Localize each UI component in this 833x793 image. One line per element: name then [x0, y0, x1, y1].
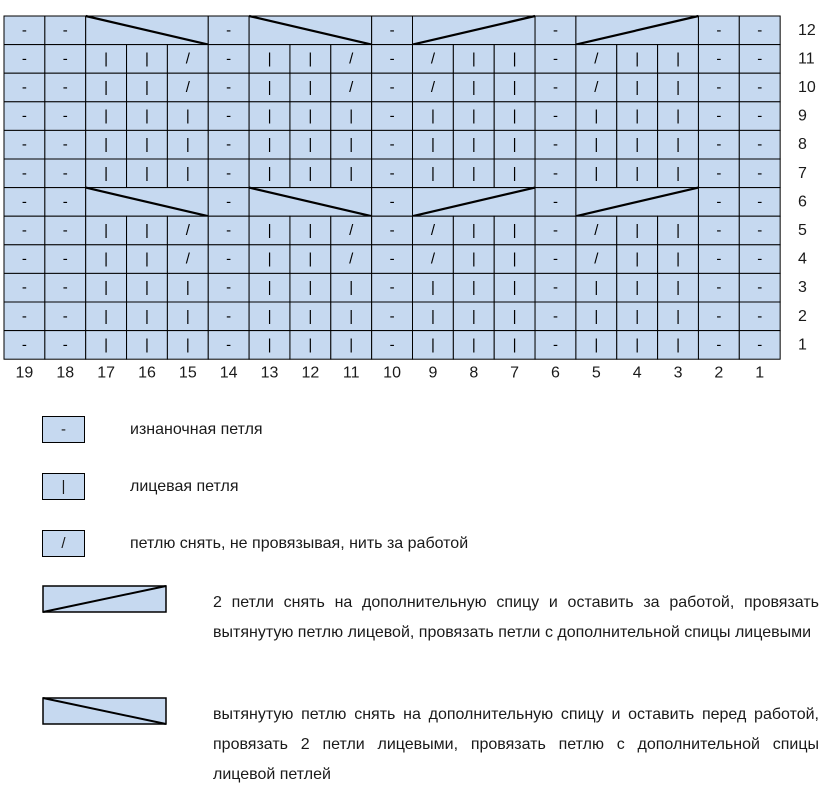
legend-label-cross-right: 2 петли снять на дополнительную спицу и оставить за работой, провязать вытянутую петлю лицевой, провязать петли с дополнительной спицы лицевыми: [213, 594, 819, 641]
purl-mark: -: [716, 136, 722, 154]
purl-mark: -: [226, 336, 232, 354]
knit-mark: |: [594, 336, 599, 354]
column-number: 3: [673, 364, 683, 382]
column-number: 8: [469, 364, 479, 382]
purl-mark: -: [62, 193, 68, 211]
knit-mark: |: [676, 222, 680, 239]
slip-mark: /: [185, 79, 190, 96]
knit-mark: |: [430, 107, 435, 125]
knit-mark: |: [349, 136, 354, 154]
knit-mark: |: [471, 307, 476, 325]
legend-label-slip: петлю снять, не провязывая, нить за работой: [130, 535, 469, 552]
knit-mark: |: [104, 336, 109, 354]
knit-mark: |: [635, 307, 640, 325]
knit-mark: |: [267, 250, 272, 268]
purl-mark: -: [716, 336, 722, 354]
column-number: 18: [56, 364, 75, 382]
knit-mark: |: [430, 279, 435, 297]
slip-mark: /: [185, 222, 190, 239]
knit-mark: |: [185, 164, 190, 182]
purl-mark: -: [552, 193, 558, 211]
purl-mark: -: [226, 193, 232, 211]
purl-symbol: -: [61, 421, 66, 438]
cross-right-symbol: [42, 585, 168, 614]
chart-grid: [4, 16, 780, 359]
slip-mark: /: [594, 250, 599, 268]
purl-mark: -: [716, 164, 722, 182]
row-number: 5: [798, 222, 807, 239]
knit-mark: |: [349, 107, 354, 125]
knit-mark: |: [104, 307, 109, 325]
knit-mark: |: [104, 164, 109, 182]
slip-mark: /: [430, 250, 436, 268]
knit-mark: |: [267, 107, 272, 125]
knit-mark: |: [308, 307, 313, 325]
purl-mark: -: [21, 193, 27, 211]
knit-mark: |: [512, 222, 517, 239]
knit-mark: |: [594, 279, 599, 297]
purl-mark: -: [389, 222, 395, 239]
purl-mark: -: [757, 79, 763, 96]
purl-mark: -: [389, 21, 395, 39]
slip-mark: /: [594, 79, 599, 96]
purl-mark: -: [757, 279, 763, 297]
purl-mark: -: [21, 250, 27, 268]
knit-mark: |: [676, 136, 680, 154]
purl-mark: -: [226, 164, 232, 182]
purl-mark: -: [62, 222, 68, 239]
knit-mark: |: [471, 164, 476, 182]
purl-mark: -: [757, 307, 763, 325]
purl-mark: -: [552, 136, 558, 154]
knit-mark: |: [676, 336, 680, 354]
knit-mark: |: [308, 222, 313, 239]
column-number: 9: [428, 364, 438, 382]
purl-mark: -: [552, 307, 558, 325]
row-number: 7: [798, 164, 807, 182]
purl-mark: -: [62, 279, 68, 297]
knit-mark: |: [676, 307, 680, 325]
purl-mark: -: [62, 21, 68, 39]
row-numbers: [798, 22, 816, 354]
knit-mark: |: [471, 79, 476, 96]
column-number: 13: [260, 364, 279, 382]
purl-mark: -: [21, 222, 27, 239]
row-number: 10: [798, 79, 816, 96]
knit-mark: |: [512, 79, 517, 96]
slip-mark: /: [349, 250, 354, 268]
slip-mark: /: [594, 50, 599, 68]
column-number: 5: [591, 364, 601, 382]
purl-mark: -: [226, 222, 232, 239]
knit-mark: |: [635, 164, 640, 182]
knit-mark: |: [185, 279, 190, 297]
purl-mark: -: [757, 21, 763, 39]
knit-mark: |: [104, 50, 109, 68]
purl-mark: -: [21, 107, 27, 125]
knit-mark: |: [512, 164, 517, 182]
knit-mark: |: [104, 79, 109, 96]
purl-mark: -: [21, 136, 27, 154]
knit-mark: |: [676, 79, 680, 96]
column-number: 10: [383, 364, 401, 382]
purl-mark: -: [757, 164, 763, 182]
purl-mark: -: [21, 79, 27, 96]
purl-mark: -: [757, 136, 763, 154]
purl-mark: -: [226, 50, 232, 68]
knit-mark: |: [185, 336, 190, 354]
purl-mark: -: [389, 307, 395, 325]
column-number: 7: [510, 364, 520, 382]
knit-mark: |: [308, 279, 313, 297]
knit-mark: |: [512, 50, 517, 68]
knit-mark: |: [104, 250, 109, 268]
knit-mark: |: [145, 136, 149, 154]
purl-mark: -: [389, 164, 395, 182]
column-number: 14: [219, 364, 238, 382]
knit-mark: |: [430, 307, 435, 325]
purl-mark: -: [389, 279, 395, 297]
knit-mark: |: [104, 279, 109, 297]
purl-mark: -: [552, 222, 558, 239]
knit-mark: |: [676, 279, 680, 297]
knit-mark: |: [471, 136, 476, 154]
knit-mark: |: [308, 336, 313, 354]
purl-mark: -: [552, 164, 558, 182]
purl-mark: -: [226, 79, 232, 96]
knit-mark: |: [349, 164, 354, 182]
knit-mark: |: [512, 107, 517, 125]
purl-mark: -: [389, 250, 395, 268]
purl-mark: -: [757, 250, 763, 268]
knit-mark: |: [594, 164, 599, 182]
purl-mark: -: [716, 307, 722, 325]
knit-mark: |: [185, 136, 190, 154]
purl-mark: -: [552, 336, 558, 354]
slip-mark: /: [349, 50, 354, 68]
purl-mark: -: [757, 193, 763, 211]
purl-mark: -: [62, 136, 68, 154]
purl-mark: -: [389, 136, 395, 154]
purl-mark: -: [21, 50, 27, 68]
knit-mark: |: [512, 307, 517, 325]
purl-mark: -: [716, 222, 722, 239]
purl-mark: -: [716, 79, 722, 96]
knit-mark: |: [471, 336, 476, 354]
column-number: 17: [97, 364, 116, 382]
slip-mark: /: [430, 79, 436, 96]
knit-mark: |: [267, 279, 272, 297]
column-number: 16: [138, 364, 156, 382]
purl-mark: -: [226, 21, 232, 39]
column-number: 4: [632, 364, 642, 382]
cross-left-symbol: [42, 697, 168, 726]
row-number: 11: [798, 50, 815, 68]
purl-mark: -: [62, 164, 68, 182]
knit-mark: |: [594, 107, 599, 125]
slip-mark: /: [185, 250, 190, 268]
knit-mark: |: [635, 107, 640, 125]
knit-mark: |: [512, 279, 517, 297]
slip-mark: /: [349, 79, 354, 96]
purl-mark: -: [226, 250, 232, 268]
purl-mark: -: [757, 107, 763, 125]
purl-mark: -: [716, 21, 722, 39]
knit-mark: |: [471, 250, 476, 268]
knit-mark: |: [145, 50, 149, 68]
knit-mark: |: [104, 107, 109, 125]
knit-mark: |: [512, 136, 517, 154]
purl-mark: -: [552, 79, 558, 96]
purl-symbol-box: [42, 416, 85, 443]
knit-mark: |: [104, 136, 109, 154]
slip-symbol-box: [42, 530, 85, 557]
knit-mark: |: [104, 222, 109, 239]
purl-mark: -: [62, 250, 68, 268]
row-number: 8: [798, 136, 807, 154]
knit-mark: |: [308, 107, 313, 125]
row-number: 6: [798, 193, 807, 211]
knit-mark: |: [267, 164, 272, 182]
purl-mark: -: [552, 279, 558, 297]
knit-mark: |: [471, 107, 476, 125]
purl-mark: -: [226, 136, 232, 154]
knit-mark: |: [145, 79, 149, 96]
knit-mark: |: [635, 336, 640, 354]
purl-mark: -: [226, 279, 232, 297]
purl-mark: -: [226, 307, 232, 325]
knit-mark: |: [185, 307, 190, 325]
knit-mark: |: [267, 307, 272, 325]
slip-stitch-symbol: /: [61, 535, 66, 552]
purl-mark: -: [552, 107, 558, 125]
knit-mark: |: [145, 164, 149, 182]
purl-mark: -: [716, 250, 722, 268]
row-number: 12: [798, 21, 816, 39]
row-number: 9: [798, 107, 807, 125]
knit-mark: |: [145, 222, 149, 239]
purl-mark: -: [21, 307, 27, 325]
knit-mark: |: [308, 136, 313, 154]
purl-mark: -: [552, 250, 558, 268]
column-number: 11: [342, 364, 360, 382]
knit-mark: |: [676, 164, 680, 182]
purl-mark: -: [389, 50, 395, 68]
purl-mark: -: [389, 107, 395, 125]
knit-mark: |: [430, 164, 435, 182]
purl-mark: -: [21, 164, 27, 182]
knit-mark: |: [308, 79, 313, 96]
knit-mark: |: [349, 279, 354, 297]
purl-mark: -: [21, 336, 27, 354]
knit-mark: |: [267, 50, 272, 68]
knit-mark: |: [308, 164, 313, 182]
slip-mark: /: [430, 222, 436, 239]
column-numbers: [16, 365, 765, 382]
knitting-chart: [0, 0, 833, 390]
purl-mark: -: [716, 50, 722, 68]
knit-mark: |: [308, 250, 313, 268]
slip-mark: /: [349, 222, 354, 239]
column-number: 19: [15, 364, 34, 382]
purl-mark: -: [716, 107, 722, 125]
knit-mark: |: [635, 279, 640, 297]
legend-label-purl: изнаночная петля: [130, 421, 263, 438]
row-number: 3: [798, 279, 807, 297]
knit-mark: |: [594, 307, 599, 325]
purl-mark: -: [552, 50, 558, 68]
knit-mark: |: [471, 50, 476, 68]
knit-mark: |: [308, 50, 313, 68]
knit-mark: |: [267, 136, 272, 154]
knit-mark: |: [635, 50, 640, 68]
knit-mark: |: [430, 136, 435, 154]
purl-mark: -: [757, 50, 763, 68]
purl-mark: -: [757, 336, 763, 354]
knit-mark: |: [635, 136, 640, 154]
knit-mark: |: [145, 336, 149, 354]
knit-mark: |: [267, 222, 272, 239]
purl-mark: -: [389, 336, 395, 354]
purl-mark: -: [62, 307, 68, 325]
slip-mark: /: [185, 50, 190, 68]
knit-symbol: |: [61, 478, 66, 495]
purl-mark: -: [226, 107, 232, 125]
column-number: 2: [714, 364, 724, 382]
knit-mark: |: [349, 307, 354, 325]
legend-label-cross-left: вытянутую петлю снять на дополнительную спицу и оставить перед работой, провязать 2 петли лицевыми, провязать петлю с дополнительной спицы лицевой петлей: [213, 706, 819, 783]
purl-mark: -: [389, 79, 395, 96]
column-number: 15: [178, 364, 197, 382]
purl-mark: -: [21, 279, 27, 297]
purl-mark: -: [21, 21, 27, 39]
purl-mark: -: [716, 193, 722, 211]
purl-mark: -: [757, 222, 763, 239]
slip-mark: /: [430, 50, 436, 68]
purl-mark: -: [62, 50, 68, 68]
knit-mark: |: [594, 136, 599, 154]
purl-mark: -: [716, 279, 722, 297]
slip-mark: /: [594, 222, 599, 239]
knit-mark: |: [145, 250, 149, 268]
knit-mark: |: [676, 107, 680, 125]
column-number: 1: [755, 364, 765, 382]
purl-mark: -: [62, 107, 68, 125]
knit-mark: |: [676, 50, 680, 68]
knit-mark: |: [349, 336, 354, 354]
knit-mark: |: [471, 222, 476, 239]
row-number: 1: [798, 336, 807, 354]
knit-mark: |: [676, 250, 680, 268]
knit-mark: |: [635, 79, 640, 96]
knit-mark: |: [185, 107, 190, 125]
purl-mark: -: [389, 193, 395, 211]
knit-mark: |: [635, 250, 640, 268]
purl-mark: -: [62, 336, 68, 354]
knit-mark: |: [145, 107, 149, 125]
purl-mark: -: [552, 21, 558, 39]
knit-symbol-box: [42, 473, 85, 500]
knit-mark: |: [267, 79, 272, 96]
legend-label-knit: лицевая петля: [130, 478, 239, 495]
column-number: 12: [301, 364, 320, 382]
knit-mark: |: [430, 336, 435, 354]
knit-mark: |: [512, 250, 517, 268]
knit-mark: |: [512, 336, 517, 354]
knit-mark: |: [471, 279, 476, 297]
row-number: 2: [798, 307, 807, 325]
knit-mark: |: [635, 222, 640, 239]
purl-mark: -: [62, 79, 68, 96]
knit-mark: |: [267, 336, 272, 354]
row-number: 4: [798, 250, 807, 268]
knit-mark: |: [145, 279, 149, 297]
column-number: 6: [551, 364, 560, 382]
knit-mark: |: [145, 307, 149, 325]
